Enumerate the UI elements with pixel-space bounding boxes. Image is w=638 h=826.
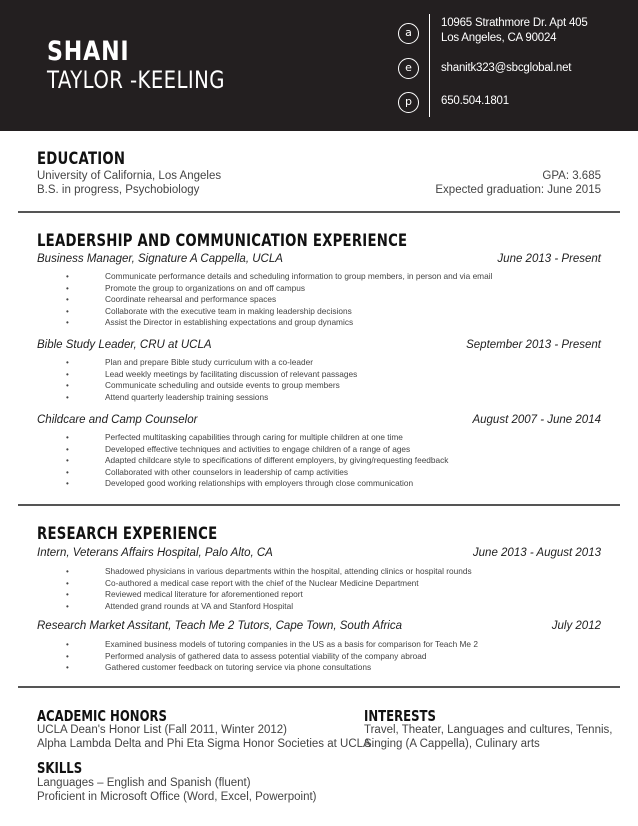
job-title: Research Market Assitant, Teach Me 2 Tutors, Cape Town, South Africa	[37, 620, 402, 632]
header-banner	[0, 0, 638, 131]
section-divider	[18, 211, 620, 213]
skills-line: Proficient in Microsoft Office (Word, Excel, Powerpoint)	[37, 791, 317, 803]
job-bullets	[0, 432, 448, 490]
job-bullets	[0, 357, 357, 403]
honors-line: UCLA Dean's Honor List (Fall 2011, Winter 2012)	[37, 724, 287, 736]
list-item: • Plan and prepare Bible study curriculum with a co-leader	[66, 357, 313, 367]
address-line2: Los Angeles, CA 90024	[441, 32, 557, 44]
section-divider	[18, 686, 620, 688]
list-item: • Attended grand rounds at VA and Stanford Hospital	[66, 600, 294, 611]
job-title: Childcare and Camp Counselor	[37, 414, 198, 426]
job-bullets	[0, 639, 478, 674]
honors-line: Alpha Lambda Delta and Phi Eta Sigma Honor Societies at UCLA	[37, 738, 371, 750]
list-item: • Collaborate with the executive team in making leadership decisions	[66, 305, 352, 316]
job-bullets	[0, 566, 472, 612]
interests-line: Singing (A Cappella), Culinary arts	[364, 738, 540, 750]
list-item: • Collaborated with other counselors in leadership of camp activities	[66, 466, 349, 477]
education-graduation: Expected graduation: June 2015	[435, 184, 601, 196]
list-item: • Shadowed physicians in various departments within the hospital, attending clinics or hospital rounds	[66, 566, 472, 576]
section-divider	[18, 504, 620, 506]
job-date: June 2013 - Present	[497, 253, 601, 265]
job-title: Business Manager, Signature A Cappella, UCLA	[37, 253, 283, 265]
list-item: • Coordinate rehearsal and performance spaces	[66, 294, 277, 304]
header-divider	[429, 14, 430, 117]
phone-number: 650.504.1801	[441, 95, 509, 107]
job-date: July 2012	[551, 620, 601, 632]
skills-line: Languages – English and Spanish (fluent)	[37, 777, 251, 789]
education-degree: B.S. in progress, Psychobiology	[37, 184, 200, 196]
first-name: SHANI	[47, 36, 130, 67]
list-item: • Perfected multitasking capabilities through caring for multiple children at one time	[66, 432, 403, 442]
education-heading: EDUCATION	[37, 149, 126, 169]
education-gpa: GPA: 3.685	[542, 170, 601, 182]
address-icon: a	[398, 23, 419, 44]
last-name: TAYLOR -KEELING	[47, 66, 225, 94]
list-item: • Performed analysis of gathered data to assess potential viability of the company abroad	[66, 650, 427, 661]
list-item: • Promote the group to organizations on and off campus	[66, 282, 306, 293]
honors-heading: ACADEMIC HONORS	[37, 707, 167, 725]
list-item: • Adapted childcare style to specifications of different employers, by giving/requesting feedback	[66, 455, 449, 465]
list-item: • Developed effective techniques and activities to engage children of a range of ages	[66, 443, 411, 454]
leadership-heading: LEADERSHIP AND COMMUNICATION EXPERIENCE	[37, 231, 408, 251]
research-heading: RESEARCH EXPERIENCE	[37, 524, 218, 544]
job-date: August 2007 - June 2014	[472, 414, 601, 426]
list-item: • Co-authored a medical case report with the chief of the Nuclear Medicine Department	[66, 577, 419, 588]
list-item: • Attend quarterly leadership training sessions	[66, 391, 269, 402]
email-link[interactable]: shanitk323@sbcglobal.net	[441, 62, 572, 74]
list-item: • Assist the Director in establishing expectations and group dynamics	[66, 317, 354, 327]
list-item: • Reviewed medical literature for aforementioned report	[66, 589, 303, 599]
list-item: • Communicate performance details and scheduling information to group members, in person and via email	[66, 271, 493, 281]
interests-line: Travel, Theater, Languages and cultures, Tennis,	[364, 724, 613, 736]
job-title: Intern, Veterans Affairs Hospital, Palo Alto, CA	[37, 547, 273, 559]
skills-heading: SKILLS	[37, 759, 83, 777]
list-item: • Lead weekly meetings by facilitating discussion of relevant passages	[66, 368, 358, 379]
job-bullets	[0, 271, 492, 329]
address-line1: 10965 Strathmore Dr. Apt 405	[441, 17, 588, 29]
list-item: • Communicate scheduling and outside events to group members	[66, 380, 340, 390]
interests-heading: INTERESTS	[364, 707, 436, 725]
job-date: June 2013 - August 2013	[472, 547, 601, 559]
list-item: • Developed good working relationships with employers through close communication	[66, 478, 414, 488]
education-school: University of California, Los Angeles	[37, 170, 222, 182]
list-item: • Gathered customer feedback on tutoring service via phone consultations	[66, 662, 372, 672]
job-title: Bible Study Leader, CRU at UCLA	[37, 339, 212, 351]
list-item: • Examined business models of tutoring companies in the US as a basis for comparison for Teach Me 2	[66, 639, 478, 649]
job-date: September 2013 - Present	[466, 339, 601, 351]
phone-icon: p	[398, 92, 419, 113]
email-icon: e	[398, 58, 419, 79]
